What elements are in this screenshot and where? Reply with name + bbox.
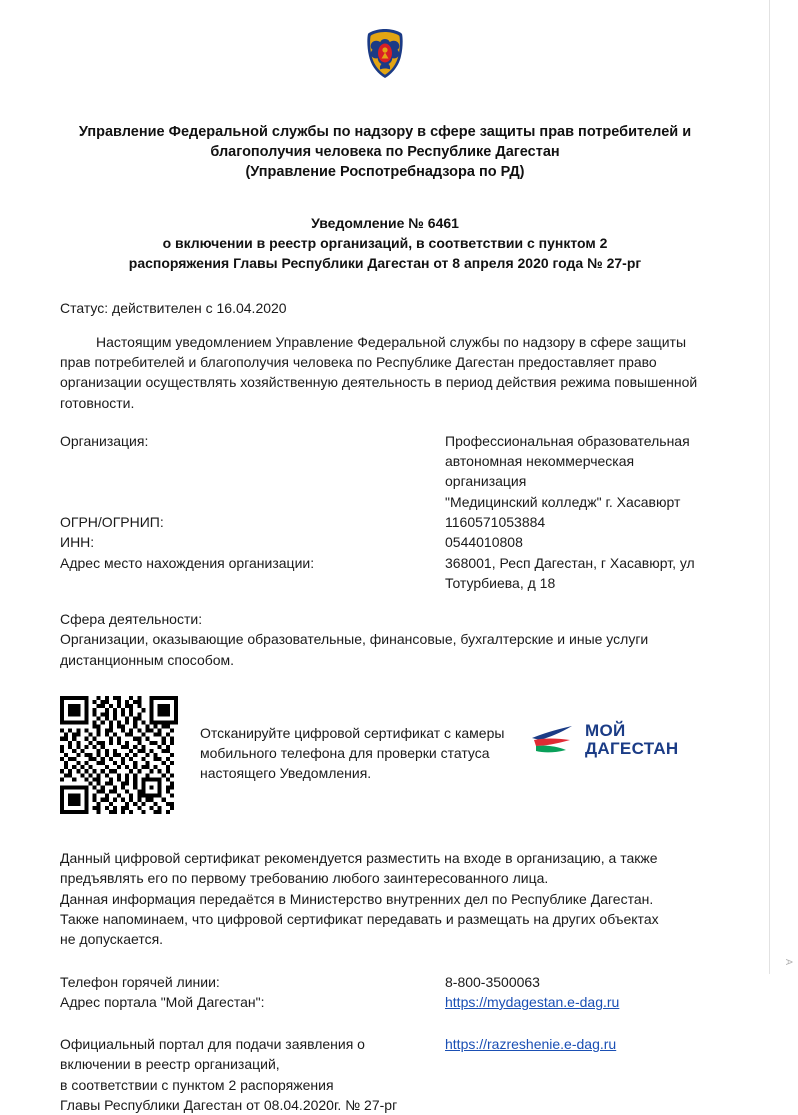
field-row-ogrn xyxy=(60,512,710,532)
footnote-line-5: не допускается. xyxy=(60,931,164,948)
application-portal-block xyxy=(60,1034,710,1115)
address-value xyxy=(445,553,710,594)
moy-dagestan-logo-icon xyxy=(530,724,576,756)
status-line: Статус: действителен с 16.04.2020 xyxy=(60,299,287,316)
hotline-label: Телефон горячей линии: xyxy=(60,973,220,990)
inn-value: 0544010808 xyxy=(445,534,523,551)
application-portal-label-line-3: в соответствии с пунктом 2 распоряжения xyxy=(60,1076,334,1093)
application-portal-label-line-4: Главы Республики Дагестан от 08.04.2020г. № 27-рг xyxy=(60,1097,398,1114)
activity-sphere xyxy=(60,609,710,670)
ogrn-value: 1160571053884 xyxy=(445,514,546,530)
org-title-line-1: Управление Федеральной службы по надзору в сфере защиты прав потребителей и xyxy=(78,124,692,140)
field-row-portal-address xyxy=(60,992,710,1012)
scan-line-2: мобильного телефона для проверки статуса xyxy=(200,744,490,761)
notice-title xyxy=(60,214,710,274)
organization-value-line-3: "Медицинский колледж" г. Хасавюрт xyxy=(445,493,681,510)
address-label: Адрес место нахождения организации: xyxy=(60,554,315,571)
intro-paragraph xyxy=(60,332,710,413)
portal-address-link[interactable]: https://mydagestan.e-dag.ru xyxy=(445,993,620,1010)
page-right-gutter xyxy=(769,0,798,974)
portal-address-label: Адрес портала "Мой Дагестан": xyxy=(60,993,265,1010)
application-portal-label xyxy=(60,1034,445,1115)
emblem-container xyxy=(60,0,710,100)
field-row-application-portal xyxy=(60,1034,710,1115)
inn-label: ИНН: xyxy=(60,534,95,551)
notice-title-line-3: распоряжения Главы Республики Дагестан от 8 апреля 2020 года № 27-рг xyxy=(128,254,642,271)
russian-federation-coat-of-arms-icon xyxy=(363,28,407,85)
address-value-line-1: 368001, Респ Дагестан, г Хасавюрт, ул xyxy=(445,554,695,571)
gutter-mark-text: A xyxy=(784,958,794,966)
notice-title-line-2: о включении в реестр организаций, в соответствии с пунктом 2 xyxy=(162,234,608,251)
application-portal-link[interactable]: https://razreshenie.e-dag.ru xyxy=(445,1036,617,1053)
hotline-value: 8-800-3500063 xyxy=(445,973,540,990)
sphere-value-line-2: дистанционным способом. xyxy=(60,651,235,668)
org-title-line-2: благополучия человека по Республике Дагестан xyxy=(210,144,560,160)
footnote-block xyxy=(60,848,710,949)
organization-value xyxy=(445,431,710,512)
qr-code[interactable] xyxy=(60,696,178,814)
organization-title xyxy=(60,122,710,182)
sphere-label: Сфера деятельности: xyxy=(60,611,203,628)
footnote-line-2: предъявлять его по первому требованию любого заинтересованного лица. xyxy=(60,870,549,887)
field-row-address xyxy=(60,553,710,594)
scan-line-1: Отсканируйте цифровой сертификат с камеры xyxy=(200,725,505,742)
moy-dagestan-logo xyxy=(530,696,710,759)
organization-label: Организация: xyxy=(60,432,149,449)
footnote-line-4: Также напоминаем, что цифровой сертификат передавать и размещать на других объектах xyxy=(60,910,659,927)
footnote-line-3: Данная информация передаётся в Министерство внутренних дел по Республике Дагестан. xyxy=(60,890,654,907)
org-title-line-3: (Управление Роспотребнадзора по РД) xyxy=(245,164,525,180)
footnote-line-1: Данный цифровой сертификат рекомендуется разместить на входе в организацию, а также xyxy=(60,850,658,867)
organization-fields xyxy=(60,431,710,593)
logo-text-line-1: МОЙ xyxy=(585,721,626,741)
notice-title-line-1: Уведомление № 6461 xyxy=(311,215,459,231)
application-portal-label-line-1: Официальный портал для подачи заявления о xyxy=(60,1036,365,1053)
contacts-block xyxy=(60,972,710,1013)
organization-value-line-1: Профессиональная образовательная xyxy=(445,432,690,449)
qr-section xyxy=(60,696,710,824)
field-row-organization xyxy=(60,431,710,512)
logo-text-line-2: ДАГЕСТАН xyxy=(585,739,679,759)
ogrn-label: ОГРН/ОГРНИП: xyxy=(60,514,164,530)
field-row-inn xyxy=(60,532,710,552)
organization-value-line-2: автономная некоммерческая организация xyxy=(445,453,635,490)
sphere-value-line-1: Организации, оказывающие образовательные, финансовые, бухгалтерские и иные услуги xyxy=(60,631,649,648)
scan-instructions xyxy=(200,696,530,784)
address-value-line-2: Тотурбиева, д 18 xyxy=(445,574,556,591)
field-row-hotline xyxy=(60,972,710,992)
scan-line-3: настоящего Уведомления. xyxy=(200,764,372,781)
application-portal-label-line-2: включении в реестр организаций, xyxy=(60,1056,280,1073)
moy-dagestan-logo-text xyxy=(585,722,678,759)
intro-text: Настоящим уведомлением Управление Федеральной службы по надзору в сфере защиты прав потребителей и благополучия человека по Республике Дагестан предоставляет право организации осуществлять хозяйственную деятельность в период действия режима повышенной готовности. xyxy=(60,333,698,411)
